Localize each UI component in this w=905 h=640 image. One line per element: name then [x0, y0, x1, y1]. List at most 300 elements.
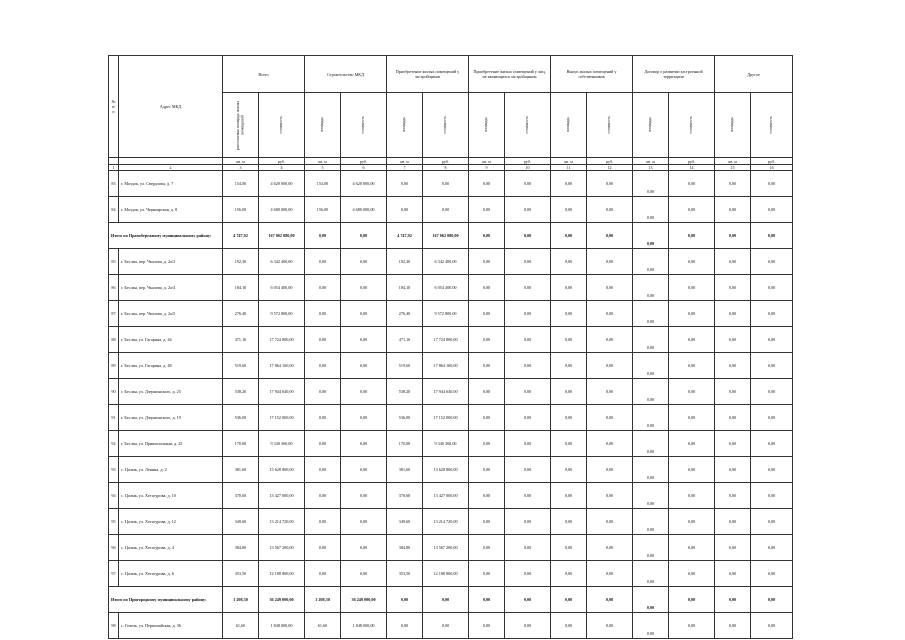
header-subcolumn: [505, 93, 551, 158]
column-number-cell: 10: [505, 165, 551, 171]
header-group-total: Всего: [223, 56, 305, 93]
value-cell: 36 249 000,00: [259, 587, 305, 613]
value-cell: 0,00: [751, 353, 793, 379]
value-cell: 276,40: [223, 301, 259, 327]
header-subcolumn: [423, 93, 469, 158]
value-cell: 0,00: [715, 171, 751, 197]
value-cell: 4 747,92: [223, 223, 259, 249]
value-cell: 61,60: [305, 613, 341, 639]
value-cell: 0,00: [633, 379, 669, 405]
column-number-cell: 8: [423, 165, 469, 171]
unit-cell: кв. м: [633, 158, 669, 165]
header-subcolumn: [341, 93, 387, 158]
value-cell: 0,00: [715, 509, 751, 535]
value-cell: 17 864 160,00: [423, 353, 469, 379]
value-cell: 0,00: [341, 353, 387, 379]
value-cell: 0,00: [341, 509, 387, 535]
table-row: [109, 353, 793, 379]
value-cell: 0,00: [505, 223, 551, 249]
value-cell: 0,00: [551, 249, 587, 275]
value-cell: 0,00: [751, 431, 793, 457]
header-subcolumn-label: стоимость: [606, 115, 612, 134]
value-cell: 154,00: [223, 171, 259, 197]
value-cell: 0,00: [633, 457, 669, 483]
row-address: с. Цалык, ул. Хетагурова, д. 6: [119, 561, 223, 587]
value-cell: 0,00: [551, 509, 587, 535]
unit-cell: руб.: [587, 158, 633, 165]
value-cell: 0,00: [469, 561, 505, 587]
value-cell: 0,00: [715, 327, 751, 353]
value-cell: 0,00: [715, 223, 751, 249]
row-number: 88: [109, 327, 119, 353]
header-units: [109, 158, 793, 165]
header-subcolumn-label: стоимость: [768, 115, 774, 134]
value-cell: 192,30: [223, 249, 259, 275]
value-cell: 0,00: [469, 249, 505, 275]
value-cell: 0,00: [633, 197, 669, 223]
value-cell: 0,00: [423, 197, 469, 223]
column-number-cell: 1: [109, 165, 119, 171]
value-cell: 0,00: [305, 483, 341, 509]
row-address: г. Беслан, пер. Чкалова, д. 2а/4: [119, 275, 223, 301]
value-cell: 0,00: [633, 301, 669, 327]
header-address: Адрес МКД: [119, 56, 223, 158]
value-cell: 0,00: [341, 431, 387, 457]
value-cell: 0,00: [551, 535, 587, 561]
value-cell: 0,00: [587, 431, 633, 457]
value-cell: 6 342 400,00: [259, 249, 305, 275]
value-cell: 0,00: [587, 587, 633, 613]
value-cell: 17 152 000,00: [423, 405, 469, 431]
header-subcolumn: [587, 93, 633, 158]
header-subcolumn: [669, 93, 715, 158]
value-cell: 13 427 000,00: [423, 483, 469, 509]
value-cell: 0,00: [715, 587, 751, 613]
value-cell: 0,00: [669, 431, 715, 457]
value-cell: 1 848 000,00: [341, 613, 387, 639]
unit-cell: кв. м: [551, 158, 587, 165]
value-cell: 381,60: [223, 457, 259, 483]
value-cell: 9 572 800,00: [423, 301, 469, 327]
value-cell: 4 747,92: [387, 223, 423, 249]
table-row: [109, 249, 793, 275]
header-num: № п/п: [109, 56, 119, 158]
value-cell: 0,00: [505, 275, 551, 301]
row-number: 84: [109, 197, 119, 223]
value-cell: 13 214 720,00: [423, 509, 469, 535]
value-cell: 0,00: [305, 457, 341, 483]
value-cell: 0,00: [469, 405, 505, 431]
value-cell: 13 427 000,00: [259, 483, 305, 509]
value-cell: 0,00: [505, 379, 551, 405]
value-cell: 0,00: [505, 535, 551, 561]
row-number: 96: [109, 535, 119, 561]
row-address: г. Беслан, ул. Гагарина, д. 44: [119, 327, 223, 353]
value-cell: 0,00: [505, 587, 551, 613]
row-address: с. Гизель, ул. Первомайская, д. 36: [119, 613, 223, 639]
value-cell: 0,00: [551, 457, 587, 483]
table-row: [109, 171, 793, 197]
table-header: [109, 56, 793, 171]
value-cell: 0,00: [551, 405, 587, 431]
value-cell: 0,00: [715, 301, 751, 327]
row-number: 94: [109, 483, 119, 509]
value-cell: 0,00: [423, 613, 469, 639]
header-subcolumn-label: стоимость: [360, 115, 366, 134]
header-subcolumn: [305, 93, 341, 158]
value-cell: 0,00: [633, 275, 669, 301]
value-cell: 349,60: [223, 509, 259, 535]
value-cell: 0,00: [341, 223, 387, 249]
header-group-development-agreement: Договор о развитии застроенной территории: [633, 56, 715, 93]
header-subcolumn-label: площадь: [319, 117, 325, 132]
value-cell: 0,00: [469, 379, 505, 405]
value-cell: 1 208,30: [305, 587, 341, 613]
value-cell: 0,00: [341, 327, 387, 353]
value-cell: 0,00: [387, 197, 423, 223]
value-cell: 0,00: [305, 509, 341, 535]
header-subcolumn: [633, 93, 669, 158]
value-cell: 0,00: [751, 587, 793, 613]
header-subcolumn: [223, 93, 259, 158]
value-cell: 17 152 000,00: [259, 405, 305, 431]
value-cell: 0,00: [669, 301, 715, 327]
value-cell: 0,00: [505, 561, 551, 587]
value-cell: 0,00: [669, 379, 715, 405]
row-address: г. Беслан, пер. Чкалова, д. 2а/5: [119, 301, 223, 327]
table-row: [109, 535, 793, 561]
value-cell: 0,00: [669, 353, 715, 379]
row-address: г. Моздок, ул. Свердлова, д. 7: [119, 171, 223, 197]
value-cell: 349,60: [387, 509, 423, 535]
value-cell: 0,00: [715, 483, 751, 509]
value-cell: 0,00: [387, 587, 423, 613]
value-cell: 0,00: [305, 327, 341, 353]
row-number: 89: [109, 353, 119, 379]
header-subcolumn-label: стоимость: [688, 115, 694, 134]
value-cell: 471,16: [387, 327, 423, 353]
value-cell: 536,00: [223, 405, 259, 431]
header-group-buyout: Выкуп жилых помещений у собственников: [551, 56, 633, 93]
column-number-cell: 9: [469, 165, 505, 171]
value-cell: 0,00: [751, 535, 793, 561]
value-cell: 0,00: [469, 197, 505, 223]
value-cell: 0,00: [305, 405, 341, 431]
value-cell: 0,00: [341, 301, 387, 327]
value-cell: 0,00: [469, 301, 505, 327]
subtotal-row: [109, 223, 793, 249]
value-cell: 0,00: [341, 561, 387, 587]
unit-cell: руб.: [259, 158, 305, 165]
value-cell: 0,00: [305, 249, 341, 275]
value-cell: 0,00: [587, 275, 633, 301]
value-cell: 4 620 000,00: [341, 171, 387, 197]
table-body: [109, 171, 793, 639]
value-cell: 0,00: [633, 171, 669, 197]
value-cell: 0,00: [423, 171, 469, 197]
row-number: 92: [109, 431, 119, 457]
value-cell: 0,00: [551, 613, 587, 639]
header-subcolumn: [469, 93, 505, 158]
value-cell: 0,00: [669, 223, 715, 249]
value-cell: 0,00: [305, 431, 341, 457]
value-cell: 353,50: [223, 561, 259, 587]
value-cell: 0,00: [715, 431, 751, 457]
value-cell: 184,10: [387, 275, 423, 301]
value-cell: 0,00: [669, 405, 715, 431]
row-address: с. Цалык, ул. Хетагурова, д. 12: [119, 509, 223, 535]
unit-cell: руб.: [341, 158, 387, 165]
value-cell: 0,00: [587, 457, 633, 483]
value-cell: 0,00: [469, 613, 505, 639]
value-cell: 0,00: [469, 587, 505, 613]
value-cell: 0,00: [633, 327, 669, 353]
value-cell: 0,00: [341, 457, 387, 483]
column-number-cell: 4: [259, 165, 305, 171]
value-cell: 6 054 400,00: [259, 275, 305, 301]
value-cell: 0,00: [469, 509, 505, 535]
value-cell: 167 062 080,00: [423, 223, 469, 249]
value-cell: 0,00: [341, 483, 387, 509]
value-cell: 0,00: [551, 275, 587, 301]
unit-cell: кв. м: [387, 158, 423, 165]
value-cell: 276,40: [387, 301, 423, 327]
value-cell: 184,10: [223, 275, 259, 301]
value-cell: 0,00: [305, 561, 341, 587]
header-subcolumn-label: площадь: [565, 117, 571, 132]
value-cell: 4 680 000,00: [341, 197, 387, 223]
value-cell: 0,00: [387, 171, 423, 197]
value-cell: 0,00: [751, 405, 793, 431]
value-cell: 0,00: [751, 171, 793, 197]
header-subcolumn: [259, 93, 305, 158]
value-cell: 0,00: [469, 431, 505, 457]
value-cell: 519,60: [223, 353, 259, 379]
value-cell: 0,00: [505, 457, 551, 483]
value-cell: 0,00: [551, 561, 587, 587]
value-cell: 0,00: [587, 171, 633, 197]
table-row: [109, 197, 793, 223]
table-row: [109, 431, 793, 457]
value-cell: 0,00: [505, 483, 551, 509]
value-cell: 0,00: [587, 327, 633, 353]
value-cell: 0,00: [751, 223, 793, 249]
value-cell: 0,00: [551, 223, 587, 249]
value-cell: 0,00: [751, 509, 793, 535]
column-number-cell: 12: [587, 165, 633, 171]
value-cell: 13 628 800,00: [423, 457, 469, 483]
row-address: г. Беслан, ул. Гагарина, д. 48: [119, 353, 223, 379]
table-row: [109, 301, 793, 327]
value-cell: 0,00: [505, 197, 551, 223]
row-number: 85: [109, 249, 119, 275]
value-cell: 519,60: [387, 353, 423, 379]
value-cell: 381,60: [387, 457, 423, 483]
row-number: 91: [109, 405, 119, 431]
header-subcolumn-label: стоимость: [278, 115, 284, 134]
value-cell: 0,00: [305, 379, 341, 405]
value-cell: 0,00: [751, 327, 793, 353]
value-cell: 0,00: [587, 301, 633, 327]
value-cell: 0,00: [551, 197, 587, 223]
value-cell: 0,00: [715, 379, 751, 405]
value-cell: 0,00: [633, 613, 669, 639]
value-cell: 0,00: [633, 509, 669, 535]
value-cell: 0,00: [341, 535, 387, 561]
value-cell: 0,00: [633, 249, 669, 275]
table-row: [109, 327, 793, 353]
row-address: г. Моздок, ул. Черноярская, д. 8: [119, 197, 223, 223]
row-number: 86: [109, 275, 119, 301]
value-cell: 0,00: [633, 535, 669, 561]
header-group-purchase-non-developers: Приобретение жилых помещений у лиц, не являющихся застройщиком: [469, 56, 551, 93]
unit-cell: кв. м: [223, 158, 259, 165]
unit-cell: руб.: [505, 158, 551, 165]
value-cell: 0,00: [669, 171, 715, 197]
value-cell: 0,00: [387, 613, 423, 639]
header-subcolumn-label: площадь: [729, 117, 735, 132]
value-cell: 0,00: [633, 587, 669, 613]
unit-cell: руб.: [751, 158, 793, 165]
header-subcolumn-label: расселяемая площадь жилых помещений: [235, 99, 245, 150]
column-number-cell: 14: [669, 165, 715, 171]
value-cell: 0,00: [715, 457, 751, 483]
value-cell: 353,50: [387, 561, 423, 587]
value-cell: 0,00: [305, 353, 341, 379]
value-cell: 0,00: [751, 275, 793, 301]
value-cell: 0,00: [715, 353, 751, 379]
value-cell: 170,00: [223, 431, 259, 457]
header-group-purchase-developers: Приобретение жилых помещений у застройщиков: [387, 56, 469, 93]
column-number-cell: 5: [305, 165, 341, 171]
value-cell: 0,00: [633, 353, 669, 379]
value-cell: 0,00: [505, 613, 551, 639]
column-number-cell: 11: [551, 165, 587, 171]
value-cell: 0,00: [505, 301, 551, 327]
value-cell: 0,00: [669, 613, 715, 639]
column-number-cell: 3: [223, 165, 259, 171]
value-cell: 370,60: [387, 483, 423, 509]
value-cell: 0,00: [551, 301, 587, 327]
row-address: г. Беслан, ул. Привокзальная, д. 25: [119, 431, 223, 457]
subtotal-label: Итого по Правобережному муниципальному району:: [109, 223, 223, 249]
value-cell: 0,00: [633, 483, 669, 509]
units-blank-cell: [119, 158, 223, 165]
value-cell: 0,00: [715, 535, 751, 561]
value-cell: 0,00: [551, 171, 587, 197]
value-cell: 0,00: [715, 197, 751, 223]
value-cell: 13 567 200,00: [423, 535, 469, 561]
value-cell: 6 342 400,00: [423, 249, 469, 275]
subtotal-row: [109, 587, 793, 613]
row-number: 87: [109, 301, 119, 327]
value-cell: 192,30: [387, 249, 423, 275]
header-subcolumn: [551, 93, 587, 158]
value-cell: 0,00: [633, 431, 669, 457]
value-cell: 0,00: [715, 561, 751, 587]
value-cell: 6 054 400,00: [423, 275, 469, 301]
value-cell: 0,00: [715, 613, 751, 639]
value-cell: 0,00: [751, 561, 793, 587]
column-number-cell: 2: [119, 165, 223, 171]
value-cell: 36 249 000,00: [341, 587, 387, 613]
value-cell: 536,00: [387, 405, 423, 431]
header-subcolumn-label: стоимость: [442, 115, 448, 134]
value-cell: 0,00: [505, 509, 551, 535]
value-cell: 0,00: [587, 561, 633, 587]
value-cell: 0,00: [469, 275, 505, 301]
header-subcolumn-label: площадь: [647, 117, 653, 132]
column-number-cell: 13: [633, 165, 669, 171]
value-cell: 0,00: [341, 405, 387, 431]
unit-cell: руб.: [423, 158, 469, 165]
value-cell: 17 944 640,00: [423, 379, 469, 405]
row-address: г. Беслан, ул. Дзержинского, д. 25: [119, 379, 223, 405]
value-cell: 13 628 800,00: [259, 457, 305, 483]
value-cell: 370,60: [223, 483, 259, 509]
registry-table-sheet: [108, 55, 792, 639]
value-cell: 1 208,30: [223, 587, 259, 613]
value-cell: 17 864 160,00: [259, 353, 305, 379]
row-number: 90: [109, 379, 119, 405]
value-cell: 0,00: [669, 197, 715, 223]
value-cell: 170,00: [387, 431, 423, 457]
value-cell: 384,80: [387, 535, 423, 561]
value-cell: 0,00: [587, 353, 633, 379]
value-cell: 0,00: [505, 405, 551, 431]
table-row: [109, 561, 793, 587]
value-cell: 0,00: [551, 353, 587, 379]
value-cell: 0,00: [551, 379, 587, 405]
value-cell: 0,00: [505, 327, 551, 353]
value-cell: 156,00: [223, 197, 259, 223]
table-row: [109, 379, 793, 405]
header-subcolumn: [751, 93, 793, 158]
value-cell: 0,00: [469, 171, 505, 197]
row-address: г. Беслан, пер. Чкалова, д. 2а/3: [119, 249, 223, 275]
value-cell: 9 572 800,00: [259, 301, 305, 327]
value-cell: 0,00: [669, 587, 715, 613]
value-cell: 0,00: [551, 587, 587, 613]
value-cell: 0,00: [469, 535, 505, 561]
value-cell: 12 188 800,00: [423, 561, 469, 587]
value-cell: 0,00: [587, 223, 633, 249]
value-cell: 0,00: [633, 405, 669, 431]
value-cell: 0,00: [341, 275, 387, 301]
subtotal-label: Итого по Пригородному муниципальному району:: [109, 587, 223, 613]
value-cell: 17 724 800,00: [423, 327, 469, 353]
row-number: 98: [109, 613, 119, 639]
header-group-construction: Строительство МКД: [305, 56, 387, 93]
value-cell: 0,00: [551, 327, 587, 353]
column-number-cell: 6: [341, 165, 387, 171]
value-cell: 4 680 000,00: [259, 197, 305, 223]
column-number-cell: 16: [751, 165, 793, 171]
value-cell: 0,00: [469, 457, 505, 483]
value-cell: 0,00: [669, 275, 715, 301]
value-cell: 13 567 200,00: [259, 535, 305, 561]
value-cell: 0,00: [669, 535, 715, 561]
unit-cell: руб.: [669, 158, 715, 165]
value-cell: 0,00: [341, 379, 387, 405]
value-cell: 0,00: [587, 535, 633, 561]
table-row: [109, 457, 793, 483]
value-cell: 0,00: [669, 561, 715, 587]
row-number: 97: [109, 561, 119, 587]
value-cell: 0,00: [715, 249, 751, 275]
header-group-other: Другое: [715, 56, 793, 93]
column-number-cell: 7: [387, 165, 423, 171]
